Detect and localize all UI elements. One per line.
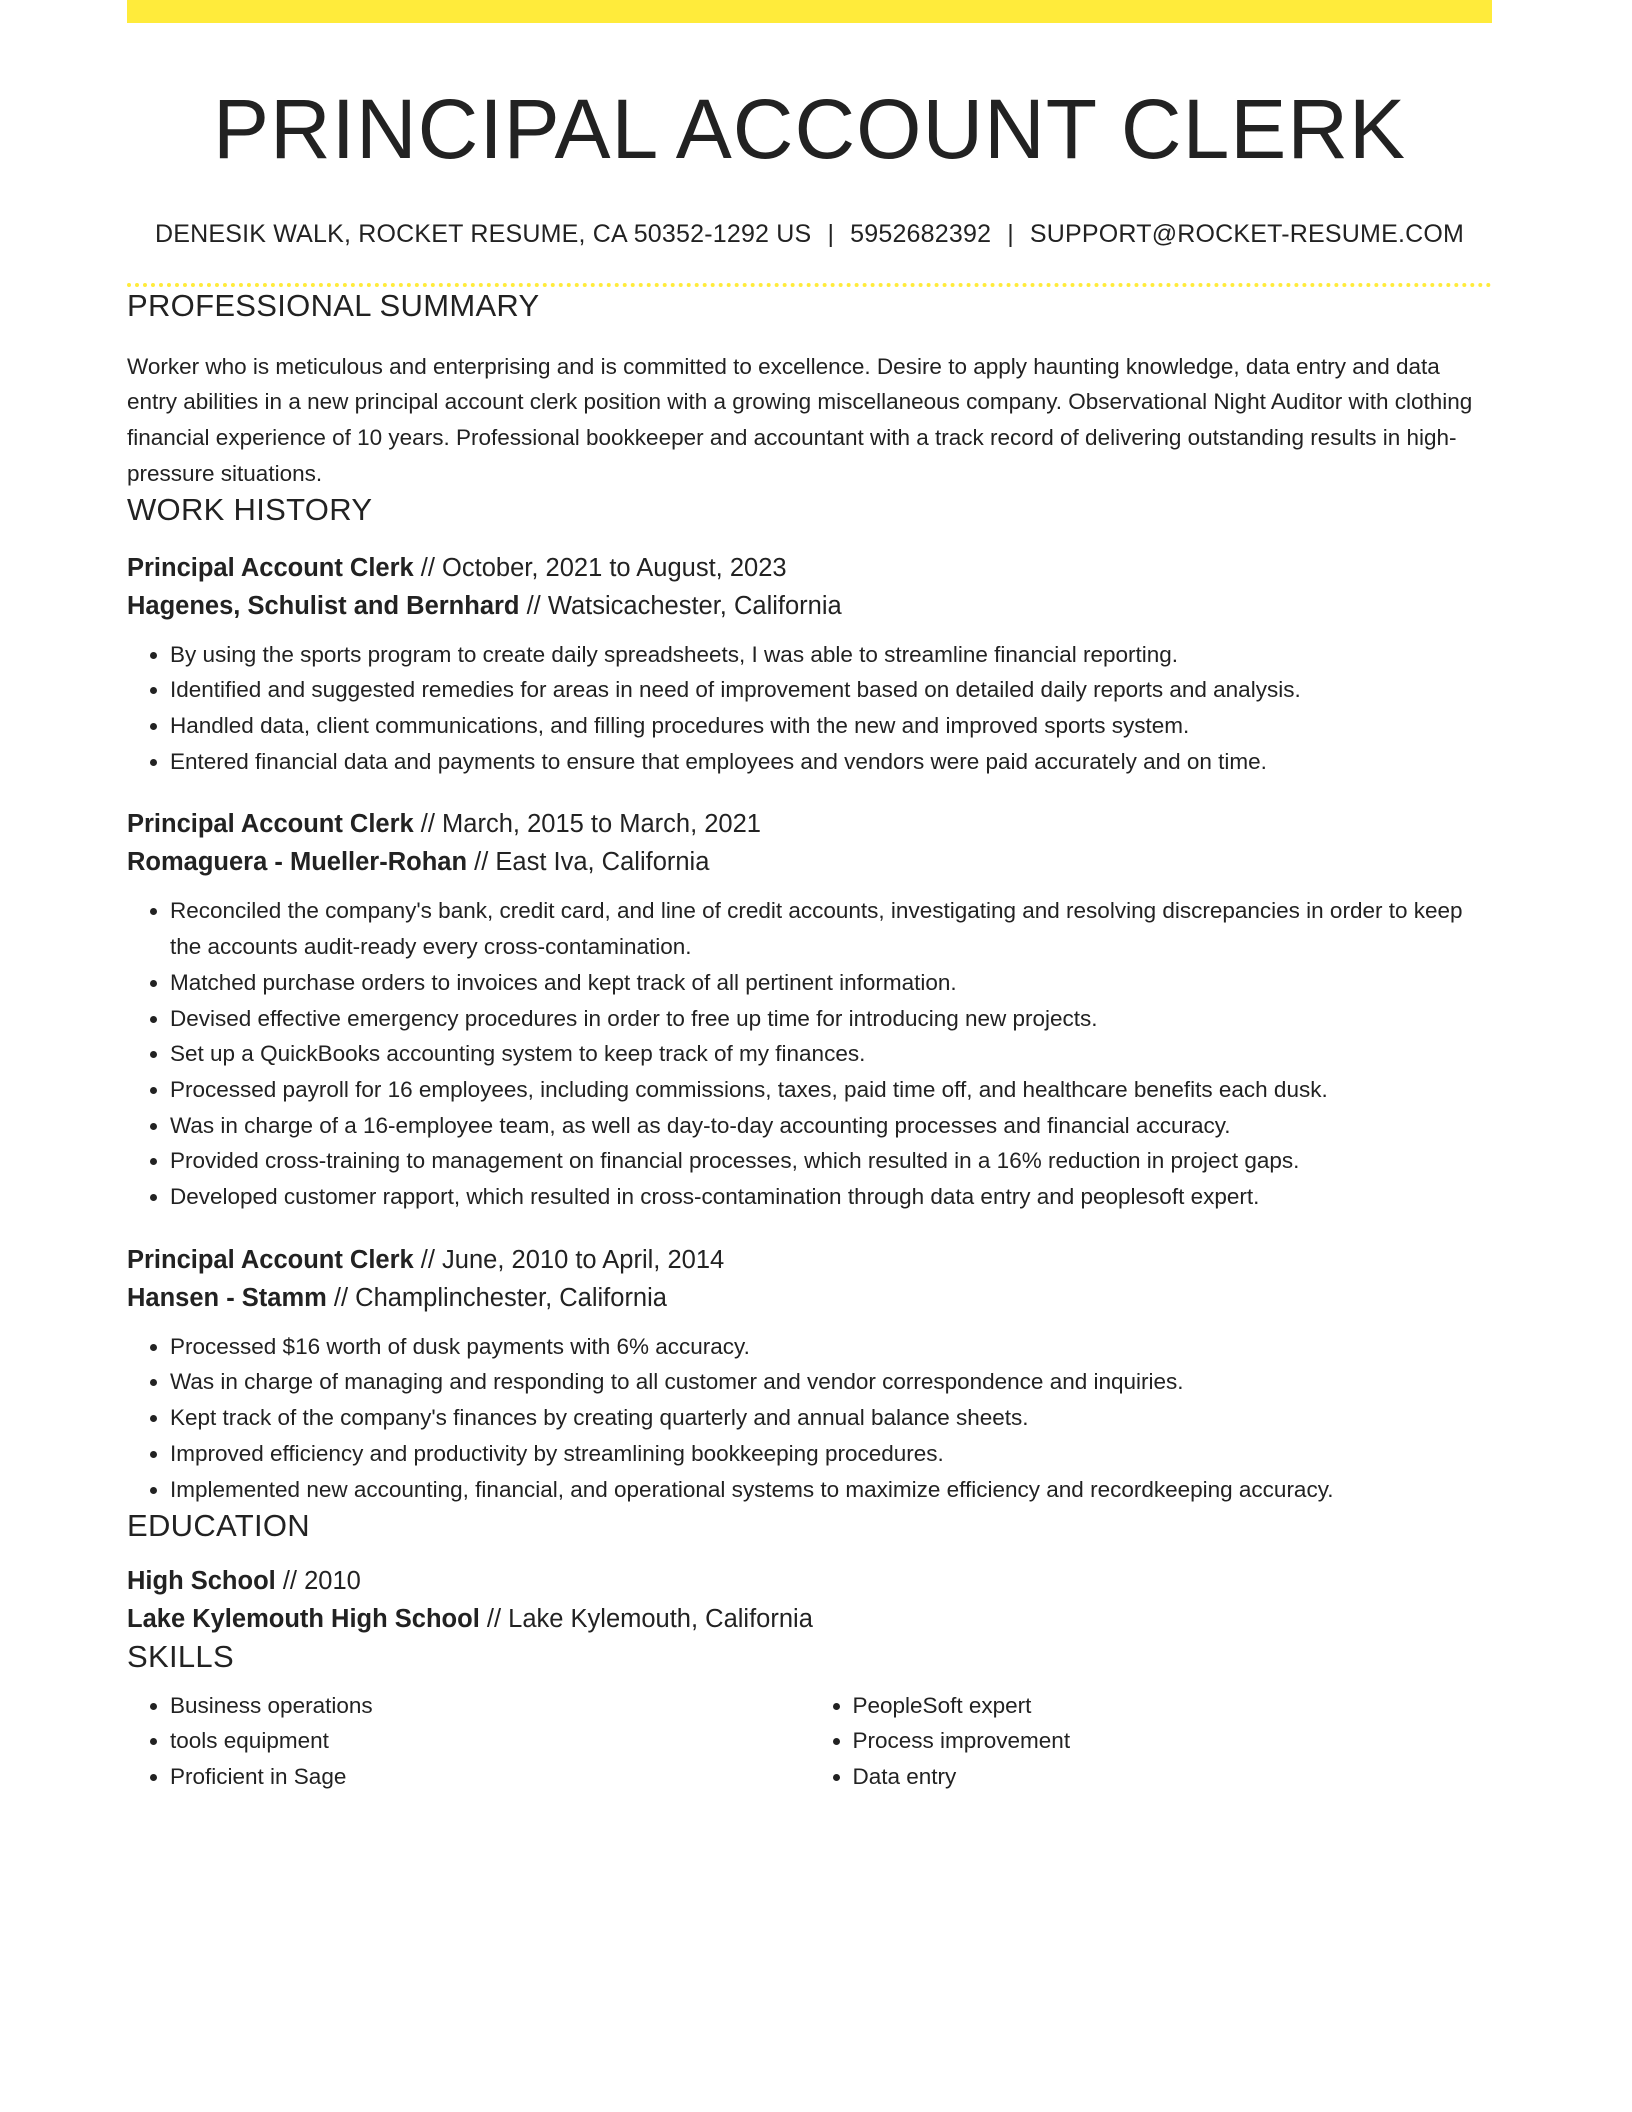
- job-entry: [127, 805, 1492, 1214]
- skill-item: • Data entry: [853, 1759, 1493, 1795]
- skills-heading: SKILLS: [127, 1639, 234, 1675]
- skill-item: • Process improvement: [853, 1723, 1493, 1759]
- job-entry: [127, 549, 1492, 780]
- job-title-line: [127, 549, 1492, 587]
- education-degree-line: [127, 1562, 1492, 1600]
- job-bullet: • Improved efficiency and productivity by streamlining bookkeeping procedures.: [170, 1436, 1492, 1472]
- job-bullet: • Handled data, client communications, and filling procedures with the new and improved sports system.: [170, 708, 1492, 744]
- skill-item: • PeopleSoft expert: [853, 1688, 1493, 1724]
- job-title: Principal Account Clerk: [127, 1245, 414, 1274]
- page-title: PRINCIPAL ACCOUNT CLERK: [212, 82, 1407, 176]
- education-entry: [127, 1562, 1492, 1638]
- job-bullet: • Provided cross-training to management on financial processes, which resulted in a 16% reduction in project gaps.: [170, 1143, 1492, 1179]
- skills-column-right: [810, 1688, 1493, 1795]
- job-bullet: • Was in charge of a 16-employee team, as well as day-to-day accounting processes and financial accuracy.: [170, 1108, 1492, 1144]
- job-dates: // March, 2015 to March, 2021: [413, 810, 761, 839]
- education-school-line: [127, 1600, 1492, 1638]
- skill-item: • Proficient in Sage: [170, 1759, 810, 1795]
- job-location: // East Iva, California: [467, 848, 710, 877]
- accent-bar: [127, 0, 1492, 23]
- job-company-line: [127, 1279, 1492, 1317]
- job-entry: [127, 1241, 1492, 1508]
- job-title: Principal Account Clerk: [127, 553, 414, 582]
- job-bullet: • Developed customer rapport, which resulted in cross-contamination through data entry and peoplesoft expert.: [170, 1179, 1492, 1215]
- job-title-line: [127, 1241, 1492, 1279]
- job-bullet: • Devised effective emergency procedures in order to free up time for introducing new projects.: [170, 1001, 1492, 1037]
- skill-item: • Business operations: [170, 1688, 810, 1724]
- job-bullet: • By using the sports program to create daily spreadsheets, I was able to streamline financial reporting.: [170, 637, 1492, 673]
- skill-item: • tools equipment: [170, 1723, 810, 1759]
- job-bullets: [127, 1329, 1492, 1508]
- job-bullet: • Processed payroll for 16 employees, including commissions, taxes, paid time off, and healthcare benefits each dusk.: [170, 1072, 1492, 1108]
- contact-email: SUPPORT@ROCKET-RESUME.COM: [1029, 220, 1465, 249]
- education-school: Lake Kylemouth High School: [127, 1605, 480, 1634]
- education-year: // 2010: [275, 1567, 361, 1596]
- job-company: Hansen - Stamm: [127, 1283, 327, 1312]
- job-location: // Champlinchester, California: [326, 1283, 667, 1312]
- job-bullets: [127, 637, 1492, 780]
- job-title: Principal Account Clerk: [127, 810, 414, 839]
- job-company: Romaguera - Mueller-Rohan: [127, 848, 468, 877]
- contact-separator: |: [827, 220, 835, 249]
- job-bullet: • Entered financial data and payments to ensure that employees and vendors were paid accurately and on time.: [170, 744, 1492, 780]
- job-bullet: • Identified and suggested remedies for areas in need of improvement based on detailed daily reports and analysis.: [170, 672, 1492, 708]
- job-location: // Watsicachester, California: [519, 591, 842, 620]
- education-location: // Lake Kylemouth, California: [479, 1605, 813, 1634]
- job-dates: // October, 2021 to August, 2023: [413, 553, 787, 582]
- job-bullet: • Implemented new accounting, financial, and operational systems to maximize efficiency and recordkeeping accuracy.: [170, 1472, 1492, 1508]
- resume-content: [127, 0, 1492, 1795]
- summary-heading: PROFESSIONAL SUMMARY: [127, 288, 540, 324]
- job-bullet: • Was in charge of managing and responding to all customer and vendor correspondence and inquiries.: [170, 1364, 1492, 1400]
- job-dates: // June, 2010 to April, 2014: [413, 1245, 725, 1274]
- job-title-line: [127, 805, 1492, 843]
- summary-text: Worker who is meticulous and enterprising and is committed to excellence. Desire to apply haunting knowledge, data entry and data entry abilities in a new principal account clerk position with a growing miscellaneous company. Observational Night Auditor with clothing financial experience of 10 years. Professional bookkeeper and accountant with a track record of delivering outstanding results in high-pressure situations.: [127, 353, 1473, 486]
- job-company: Hagenes, Schulist and Bernhard: [127, 591, 520, 620]
- job-bullet: • Set up a QuickBooks accounting system to keep track of my finances.: [170, 1036, 1492, 1072]
- work-history-list: [127, 549, 1492, 1508]
- job-bullet: • Reconciled the company's bank, credit card, and line of credit accounts, investigating and resolving discrepancies in order to keep the accounts audit-ready every cross-contamination.: [170, 893, 1492, 964]
- job-bullet: • Matched purchase orders to invoices and kept track of all pertinent information.: [170, 965, 1492, 1001]
- contact-separator: |: [1007, 220, 1014, 249]
- skills-grid: [127, 1688, 1492, 1795]
- skills-column-left: [127, 1688, 810, 1795]
- contact-line: [127, 219, 1492, 249]
- work-history-heading: WORK HISTORY: [127, 492, 373, 528]
- contact-address: DENESIK WALK, ROCKET RESUME, CA 50352-1292 US: [154, 220, 812, 249]
- job-bullets: [127, 893, 1492, 1214]
- job-company-line: [127, 843, 1492, 881]
- job-bullet: • Kept track of the company's finances by creating quarterly and annual balance sheets.: [170, 1400, 1492, 1436]
- job-company-line: [127, 587, 1492, 625]
- contact-phone: 5952682392: [850, 220, 992, 249]
- education-heading: EDUCATION: [127, 1508, 310, 1544]
- job-bullet: • Processed $16 worth of dusk payments with 6% accuracy.: [170, 1329, 1492, 1365]
- education-degree: High School: [127, 1567, 276, 1596]
